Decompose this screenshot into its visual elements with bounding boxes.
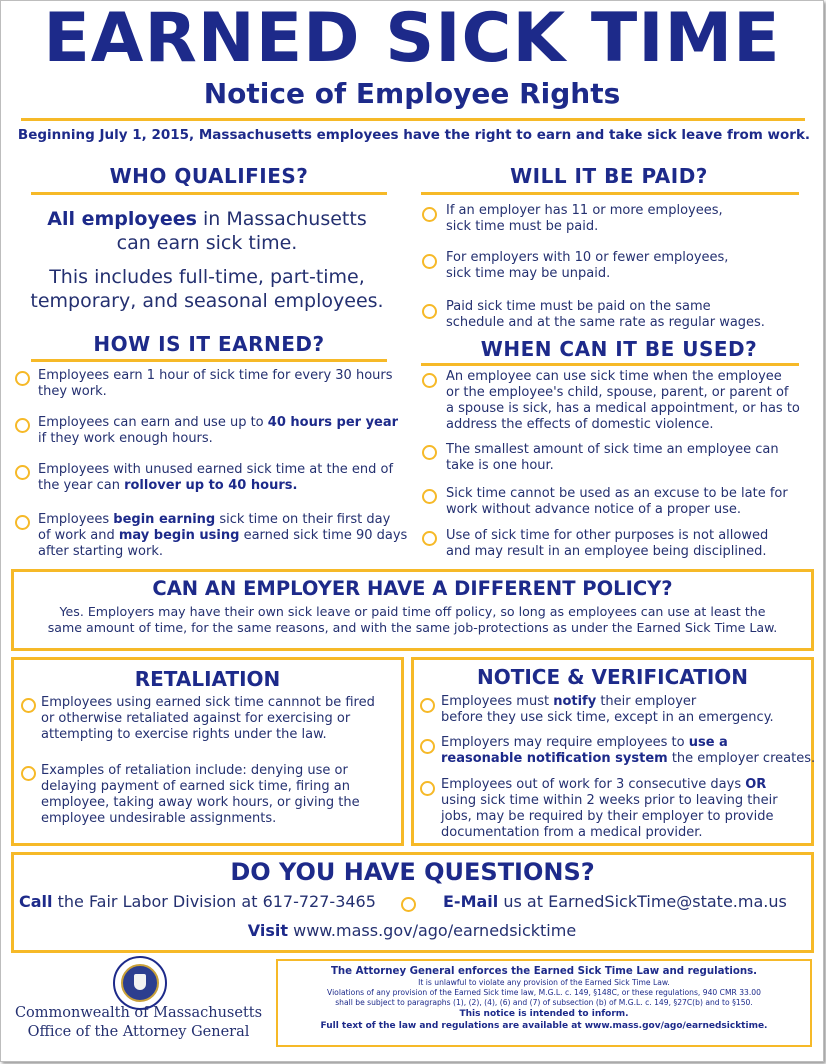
when-used-heading: WHEN CAN IT BE USED? [480,337,758,361]
bullet-icon [422,445,437,460]
notice-item-2: Employers may require employees to use a reasonable notification system the employer creates. [441,735,816,766]
retaliation-item-2: Examples of retaliation include: denying use or delaying payment of earned sick time, firing an employee, taking away work hours, or giving the employee undesirable assignments. [41,763,360,826]
retaliation-item-1: Employees using earned sick time cannnot be fired or otherwise retaliated against for exercising or attempting to exercise rights under the law. [41,695,375,742]
call-line: Call the Fair Labor Division at 617-727-3465 [19,892,376,911]
bullet-icon [15,515,30,530]
when-used-item-1: An employee can use sick time when the employee or the employee's child, spouse, parent, or parent of a spouse is sick, has a medical appointment, or has to address the effects of domestic violence. [446,369,800,432]
who-qualifies-heading: WHO QUALIFIES? [109,164,309,188]
when-used-item-2: The smallest amount of sick time an employee can take is one hour. [446,442,779,473]
will-paid-item-1: If an employer has 11 or more employees, sick time must be paid. [446,203,723,234]
bullet-icon [401,897,416,912]
email-line: E-Mail us at EarnedSickTime@state.ma.us [443,892,787,911]
bullet-icon [420,739,435,754]
bullet-icon [420,698,435,713]
how-earned-heading: HOW IS IT EARNED? [93,332,325,356]
visit-line: Visit www.mass.gov/ago/earnedsicktime [247,921,577,940]
commonwealth-seal-icon [113,956,167,1010]
when-used-item-4: Use of sick time for other purposes is not allowed and may result in an employee being disciplined. [446,528,769,559]
different-policy-box [11,569,814,651]
bullet-icon [422,207,437,222]
different-policy-text: Yes. Employers may have their own sick leave or paid time off policy, so long as employees can use at least the same amount of time, for the same reasons, and with the same job-protections as under the Earned Sick Time Law. [47,604,778,635]
different-policy-heading: CAN AN EMPLOYER HAVE A DIFFERENT POLICY? [152,577,673,600]
header-rule [21,118,805,121]
notice-item-3: Employees out of work for 3 consecutive days OR using sick time within 2 weeks prior to leaving their jobs, may be required by their employer to provide documentation from a medical provider. [441,777,778,840]
how-earned-item-1: Employees earn 1 hour of sick time for every 30 hours they work. [38,368,393,399]
poster-subtitle: Notice of Employee Rights [203,77,621,110]
bullet-icon [21,766,36,781]
bullet-icon [422,304,437,319]
footer-legal-box [276,959,812,1047]
bullet-icon [21,698,36,713]
questions-heading: DO YOU HAVE QUESTIONS? [230,858,595,886]
intro-text: Beginning July 1, 2015, Massachusetts employees have the right to earn and take sick leave from work. [17,127,811,143]
bullet-icon [15,465,30,480]
who-line3: This includes full-time, part-time, [49,266,365,288]
bullet-icon [420,781,435,796]
when-used-item-3: Sick time cannot be used as an excuse to be late for work without advance notice of a proper use. [446,486,788,517]
who-qualifies-rule [31,192,387,195]
who-line4: temporary, and seasonal employees. [30,290,384,312]
all-employees-bold: All employees [47,208,197,230]
footer-legal-text: The Attorney General enforces the Earned Sick Time Law and regulations. It is unlawful to violate any provision of the Earned Sick Time Law. Violations of any provision of the Earned Sick time law, M.G.L. c. 149, §148C, or these regulations, 940 CMR 33.00 shall be subject to paragraphs (1), (2), (4), (6) and (7) of subsection (b) of M.G.L. c. 149, §27C(b) and to §150. This notice is intended to inform. Full text of the law and regulations are available at www.mass.gov/ago/earnedsicktime. [320,966,768,1031]
who-qualifies-text [7,207,407,313]
bullet-icon [422,489,437,504]
bullet-icon [422,531,437,546]
will-paid-item-2: For employers with 10 or fewer employees, sick time may be unpaid. [446,250,729,281]
how-earned-item-4: Employees begin earning sick time on their first day of work and may begin using earned sick time 90 days after starting work. [38,512,408,559]
when-used-rule [421,363,799,366]
who-line2: can earn sick time. [116,232,298,254]
notice-verification-heading: NOTICE & VERIFICATION [476,665,749,689]
bullet-icon [15,418,30,433]
bullet-icon [422,373,437,388]
will-paid-heading: WILL IT BE PAID? [510,164,708,188]
bullet-icon [15,371,30,386]
bullet-icon [422,254,437,269]
will-paid-item-3: Paid sick time must be paid on the same schedule and at the same rate as regular wages. [446,299,765,330]
who-line1: in Massachusetts [196,208,367,230]
how-earned-item-2: Employees can earn and use up to 40 hours per year if they work enough hours. [38,415,399,446]
how-earned-rule [31,359,387,362]
notice-item-1: Employees must notify their employer before they use sick time, except in an emergency. [441,694,774,725]
retaliation-heading: RETALIATION [134,667,281,691]
footer-organization: Commonwealth of Massachusetts Office of the Attorney General [14,1005,263,1040]
poster-title: EARNED SICK TIME [43,0,781,78]
will-paid-rule [421,192,799,195]
how-earned-item-3: Employees with unused earned sick time at the end of the year can rollover up to 40 hours. [38,462,394,493]
